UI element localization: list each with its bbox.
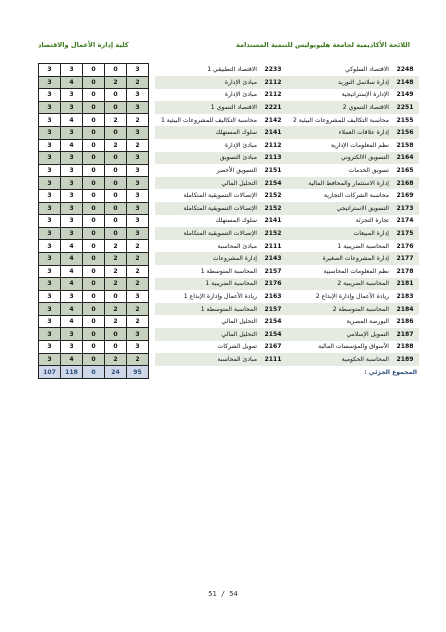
prerequisite-name: المحاسبة المتوسطة 1 <box>200 267 257 275</box>
hours-cell: 4 <box>61 240 83 253</box>
prerequisite-name: الإتصالات التسويقية المتكاملة <box>155 202 259 215</box>
table-row <box>39 114 420 127</box>
spacer <box>149 126 156 139</box>
course-name: الاقتصاد التنموي 2 <box>287 101 391 114</box>
spacer <box>149 278 156 291</box>
prerequisite-name: سلوك المستهلك <box>215 217 257 225</box>
subtotal-row <box>39 366 420 379</box>
hours-cell: 3 <box>61 152 83 165</box>
course-code: 2183 <box>396 292 414 300</box>
prerequisite-code: 2141 <box>264 217 282 225</box>
hours-cell: 3 <box>39 101 61 114</box>
course-name: الأسواق والمؤسسات المالية <box>318 343 389 351</box>
table-row <box>39 227 420 240</box>
hours-cell: 0 <box>83 76 105 89</box>
spacer <box>149 341 156 354</box>
prerequisite-code: 2154 <box>259 177 287 190</box>
hours-cell: 0 <box>83 114 105 127</box>
table-row <box>39 139 420 152</box>
spacer <box>149 240 156 253</box>
hours-cell: 3 <box>127 189 149 202</box>
hours-cell: 0 <box>83 341 105 354</box>
table-row <box>39 265 420 278</box>
subtotal-cell: 0 <box>83 366 105 379</box>
course-code: 2156 <box>391 126 419 139</box>
spacer <box>149 189 156 202</box>
table-row <box>39 303 420 316</box>
hours-cell: 0 <box>105 64 127 77</box>
spacer <box>149 164 156 177</box>
hours-cell: 2 <box>127 252 149 265</box>
hours-cell: 0 <box>83 164 105 177</box>
prerequisite-name: المحاسبة الضريبية 1 <box>155 278 259 291</box>
prerequisite-name: محاسبة التكاليف للمشروعات البيئية 1 <box>160 116 257 124</box>
hours-cell: 2 <box>127 278 149 291</box>
hours-cell: 0 <box>105 126 127 139</box>
hours-cell: 3 <box>39 202 61 215</box>
prerequisite-code: 2157 <box>259 303 287 316</box>
spacer <box>149 265 156 278</box>
prerequisite-code: 2233 <box>264 66 282 74</box>
course-code: 2169 <box>396 192 414 200</box>
hours-cell: 3 <box>127 290 149 303</box>
course-code: 2248 <box>396 66 414 74</box>
hours-cell: 0 <box>83 240 105 253</box>
hours-cell: 0 <box>83 353 105 366</box>
course-code: 2164 <box>391 152 419 165</box>
hours-cell: 4 <box>61 303 83 316</box>
hours-cell: 3 <box>39 240 61 253</box>
table-row <box>39 164 420 177</box>
course-name: إدارة سلاسل التوريد <box>287 76 391 89</box>
hours-cell: 4 <box>61 353 83 366</box>
course-name: إدارة علاقات العملاء <box>287 126 391 139</box>
course-name: إدارة الاستثمار والمحافظ المالية <box>287 177 391 190</box>
hours-cell: 4 <box>61 265 83 278</box>
table-row <box>39 290 420 303</box>
hours-cell: 0 <box>83 202 105 215</box>
prerequisite-code: 2176 <box>259 278 287 291</box>
hours-cell: 3 <box>39 252 61 265</box>
hours-cell: 3 <box>127 152 149 165</box>
spacer <box>149 315 156 328</box>
course-name: التسويق الاستراتيجي <box>287 202 391 215</box>
course-code: 2168 <box>391 177 419 190</box>
page-header <box>38 41 410 53</box>
course-name: نظم المعلومات الإدارية <box>330 141 389 149</box>
course-name: التمويل الإسلامي <box>287 328 391 341</box>
hours-cell: 4 <box>61 76 83 89</box>
spacer <box>149 76 156 89</box>
hours-cell: 4 <box>61 252 83 265</box>
hours-cell: 0 <box>83 101 105 114</box>
hours-cell: 0 <box>83 227 105 240</box>
hours-cell: 0 <box>105 101 127 114</box>
table-row <box>39 215 420 228</box>
course-code: 2176 <box>396 242 414 250</box>
hours-cell: 0 <box>83 177 105 190</box>
hours-cell: 0 <box>105 177 127 190</box>
table-row <box>39 315 420 328</box>
hours-cell: 3 <box>61 328 83 341</box>
hours-cell: 2 <box>127 240 149 253</box>
prerequisite-code: 2112 <box>259 76 287 89</box>
hours-cell: 3 <box>127 64 149 77</box>
hours-cell: 3 <box>39 139 61 152</box>
hours-cell: 0 <box>105 341 127 354</box>
hours-cell: 3 <box>127 328 149 341</box>
course-name: تسويق الخدمات <box>348 167 389 175</box>
course-code: 2178 <box>396 267 414 275</box>
course-name: إدارة المشروعات الصغيرة <box>287 252 391 265</box>
hours-cell: 3 <box>61 341 83 354</box>
hours-cell: 3 <box>39 89 61 102</box>
course-name: الاقتصاد السلوكي <box>345 66 389 74</box>
course-code: 2149 <box>396 91 414 99</box>
course-code: 2186 <box>396 318 414 326</box>
spacer <box>149 202 156 215</box>
prerequisite-code: 2221 <box>259 101 287 114</box>
spacer <box>149 101 156 114</box>
spacer <box>149 303 156 316</box>
table-row <box>39 126 420 139</box>
subtotal-cell: 118 <box>61 366 83 379</box>
hours-cell: 3 <box>61 227 83 240</box>
spacer <box>149 114 156 127</box>
prerequisite-name: ريادة الأعمال وإدارة الإبداع 1 <box>183 292 257 300</box>
prerequisite-name: التسويق الأخضر <box>216 167 257 175</box>
hours-cell: 0 <box>105 152 127 165</box>
hours-cell: 0 <box>105 227 127 240</box>
prerequisite-name: الاقتصاد التطبيقي 1 <box>207 66 257 74</box>
hours-cell: 3 <box>39 126 61 139</box>
hours-cell: 3 <box>39 290 61 303</box>
spacer <box>149 252 156 265</box>
prerequisite-code: 2111 <box>264 242 282 250</box>
course-code: 2165 <box>396 167 414 175</box>
hours-cell: 2 <box>105 315 127 328</box>
course-name: البورصة المصرية <box>346 318 389 326</box>
hours-cell: 2 <box>105 114 127 127</box>
hours-cell: 3 <box>61 101 83 114</box>
course-code: 2187 <box>391 328 419 341</box>
hours-cell: 0 <box>83 126 105 139</box>
spacer <box>149 353 156 366</box>
prerequisite-name: مبادئ التسويق <box>155 152 259 165</box>
hours-cell: 2 <box>105 278 127 291</box>
hours-cell: 2 <box>127 114 149 127</box>
hours-cell: 0 <box>83 315 105 328</box>
hours-cell: 0 <box>83 278 105 291</box>
hours-cell: 3 <box>127 215 149 228</box>
hours-cell: 2 <box>105 252 127 265</box>
hours-cell: 3 <box>39 278 61 291</box>
spacer <box>149 215 156 228</box>
prerequisite-code: 2163 <box>264 292 282 300</box>
spacer <box>149 328 156 341</box>
hours-cell: 0 <box>83 152 105 165</box>
hours-cell: 3 <box>61 64 83 77</box>
hours-cell: 3 <box>39 152 61 165</box>
table-row <box>39 189 420 202</box>
spacer <box>149 64 156 77</box>
hours-cell: 0 <box>105 89 127 102</box>
hours-cell: 3 <box>127 101 149 114</box>
course-name: المحاسبة المتوسطة 2 <box>287 303 391 316</box>
prerequisite-name: تمويل الشركات <box>217 343 257 351</box>
hours-cell: 0 <box>105 328 127 341</box>
table-row <box>39 202 420 215</box>
course-code: 2155 <box>396 116 414 124</box>
hours-cell: 2 <box>127 303 149 316</box>
prerequisite-name: الإتصالات التسويقية المتكاملة <box>183 192 257 200</box>
prerequisite-name: التحليل المالي <box>155 177 259 190</box>
hours-cell: 3 <box>61 126 83 139</box>
prerequisite-code: 2112 <box>264 91 282 99</box>
prerequisite-code: 2151 <box>264 167 282 175</box>
hours-cell: 2 <box>105 76 127 89</box>
hours-cell: 3 <box>39 328 61 341</box>
subtotal-cell: 95 <box>127 366 149 379</box>
course-name: المحاسبة الضريبية 1 <box>337 242 389 250</box>
course-code: 2181 <box>391 278 419 291</box>
faculty-title: كلية إدارة الأعمال والاقتصاد <box>38 41 129 49</box>
table-row <box>39 89 420 102</box>
prerequisite-name: الاقتصاد التنموي 1 <box>155 101 259 114</box>
prerequisite-name: مبادئ الإدارة <box>224 91 257 99</box>
table-row <box>39 252 420 265</box>
hours-cell: 3 <box>127 164 149 177</box>
hours-cell: 3 <box>61 177 83 190</box>
hours-cell: 3 <box>61 189 83 202</box>
hours-cell: 0 <box>105 164 127 177</box>
hours-cell: 3 <box>39 114 61 127</box>
course-name: المحاسبة الضريبية 2 <box>287 278 391 291</box>
prerequisite-code: 2154 <box>264 318 282 326</box>
hours-cell: 3 <box>39 177 61 190</box>
hours-cell: 2 <box>105 303 127 316</box>
hours-cell: 2 <box>127 315 149 328</box>
prerequisite-code: 2142 <box>264 116 282 124</box>
course-code: 2174 <box>396 217 414 225</box>
hours-cell: 4 <box>61 315 83 328</box>
hours-cell: 3 <box>39 215 61 228</box>
hours-cell: 3 <box>61 215 83 228</box>
hours-cell: 3 <box>61 164 83 177</box>
table-row <box>39 152 420 165</box>
course-code: 2173 <box>391 202 419 215</box>
hours-cell: 2 <box>105 353 127 366</box>
course-code: 2251 <box>391 101 419 114</box>
hours-cell: 3 <box>39 341 61 354</box>
hours-cell: 2 <box>105 265 127 278</box>
prerequisite-name: مبادئ المحاسبة <box>155 353 259 366</box>
prerequisite-name: إدارة المشروعات <box>155 252 259 265</box>
course-name: ريادة الأعمال وإدارة الإبداع 2 <box>315 292 389 300</box>
prerequisite-name: التحليل المالي <box>155 328 259 341</box>
prerequisite-name: المحاسبة المتوسطة 1 <box>155 303 259 316</box>
prerequisite-code: 2152 <box>264 192 282 200</box>
hours-cell: 3 <box>39 353 61 366</box>
course-name: تجارة التجزئة <box>355 217 389 225</box>
hours-cell: 3 <box>127 89 149 102</box>
prerequisite-code: 2112 <box>264 141 282 149</box>
course-name: التسويق الالكتروني <box>287 152 391 165</box>
hours-cell: 3 <box>39 265 61 278</box>
hours-cell: 0 <box>105 202 127 215</box>
subtotal-cell: 107 <box>39 366 61 379</box>
hours-cell: 0 <box>83 303 105 316</box>
hours-cell: 0 <box>105 189 127 202</box>
course-name: الإدارة الإستراتيجية <box>341 91 389 99</box>
hours-cell: 0 <box>83 328 105 341</box>
hours-cell: 0 <box>105 290 127 303</box>
hours-cell: 0 <box>105 215 127 228</box>
hours-cell: 3 <box>39 64 61 77</box>
spacer <box>149 139 156 152</box>
hours-cell: 2 <box>127 353 149 366</box>
hours-cell: 3 <box>127 227 149 240</box>
subtotal-label: المجموع الجزئي : <box>149 366 420 379</box>
hours-cell: 4 <box>61 114 83 127</box>
course-name: نظم المعلومات المحاسبية <box>323 267 389 275</box>
hours-cell: 3 <box>61 202 83 215</box>
prerequisite-code: 2111 <box>259 353 287 366</box>
prerequisite-code: 2154 <box>259 328 287 341</box>
table-row <box>39 177 420 190</box>
hours-cell: 2 <box>105 139 127 152</box>
hours-cell: 4 <box>61 139 83 152</box>
hours-cell: 0 <box>83 290 105 303</box>
course-code: 2177 <box>391 252 419 265</box>
table-row <box>39 240 420 253</box>
course-code: 2175 <box>391 227 419 240</box>
hours-cell: 3 <box>39 303 61 316</box>
hours-cell: 3 <box>127 341 149 354</box>
prerequisite-code: 2152 <box>259 202 287 215</box>
subtotal-cell: 24 <box>105 366 127 379</box>
prerequisite-name: التحليل المالي <box>221 318 257 326</box>
hours-cell: 0 <box>83 64 105 77</box>
courses-table <box>38 63 419 379</box>
hours-cell: 2 <box>127 76 149 89</box>
hours-cell: 3 <box>39 227 61 240</box>
hours-cell: 0 <box>83 265 105 278</box>
hours-cell: 3 <box>127 202 149 215</box>
course-code: 2188 <box>396 343 414 351</box>
hours-cell: 0 <box>83 215 105 228</box>
table-row <box>39 101 420 114</box>
spacer <box>149 177 156 190</box>
course-name: إدارة المبيعات <box>287 227 391 240</box>
spacer <box>149 290 156 303</box>
course-name: محاسبة التكاليف للمشروعات البيئية 2 <box>292 116 389 124</box>
prerequisite-code: 2152 <box>259 227 287 240</box>
table-row <box>39 328 420 341</box>
hours-cell: 2 <box>127 265 149 278</box>
document-title: اللائحة الأكاديمية لجامعة هليوبوليس للتنمية المستدامة <box>236 41 410 49</box>
hours-cell: 3 <box>39 164 61 177</box>
hours-cell: 0 <box>83 252 105 265</box>
hours-cell: 4 <box>61 278 83 291</box>
prerequisite-code: 2167 <box>264 343 282 351</box>
prerequisite-name: مبادئ الإدارة <box>155 76 259 89</box>
course-name: المحاسبة الحكومية <box>287 353 391 366</box>
prerequisite-name: مبادئ المحاسبة <box>217 242 257 250</box>
prerequisite-name: الإتصالات التسويقية المتكاملة <box>155 227 259 240</box>
hours-cell: 3 <box>39 76 61 89</box>
spacer <box>149 227 156 240</box>
table-row <box>39 353 420 366</box>
spacer <box>149 89 156 102</box>
table-row <box>39 64 420 77</box>
course-code: 2148 <box>391 76 419 89</box>
hours-cell: 3 <box>39 315 61 328</box>
hours-cell: 3 <box>39 189 61 202</box>
prerequisite-name: سلوك المستهلك <box>155 126 259 139</box>
prerequisite-name: مبادئ الإدارة <box>224 141 257 149</box>
hours-cell: 0 <box>83 89 105 102</box>
course-code: 2184 <box>391 303 419 316</box>
table-row <box>39 341 420 354</box>
spacer <box>149 152 156 165</box>
hours-cell: 2 <box>105 240 127 253</box>
table-row <box>39 76 420 89</box>
course-name: محاسبة الشركات التجارية <box>323 192 389 200</box>
hours-cell: 0 <box>83 189 105 202</box>
hours-cell: 3 <box>127 177 149 190</box>
hours-cell: 2 <box>127 139 149 152</box>
prerequisite-code: 2113 <box>259 152 287 165</box>
prerequisite-code: 2141 <box>259 126 287 139</box>
page-number: 51 / 54 <box>208 590 238 598</box>
table-row <box>39 278 420 291</box>
course-code: 2189 <box>391 353 419 366</box>
prerequisite-code: 2157 <box>264 267 282 275</box>
course-code: 2158 <box>396 141 414 149</box>
hours-cell: 0 <box>83 139 105 152</box>
hours-cell: 3 <box>127 126 149 139</box>
hours-cell: 3 <box>61 89 83 102</box>
hours-cell: 3 <box>61 290 83 303</box>
prerequisite-code: 2143 <box>259 252 287 265</box>
